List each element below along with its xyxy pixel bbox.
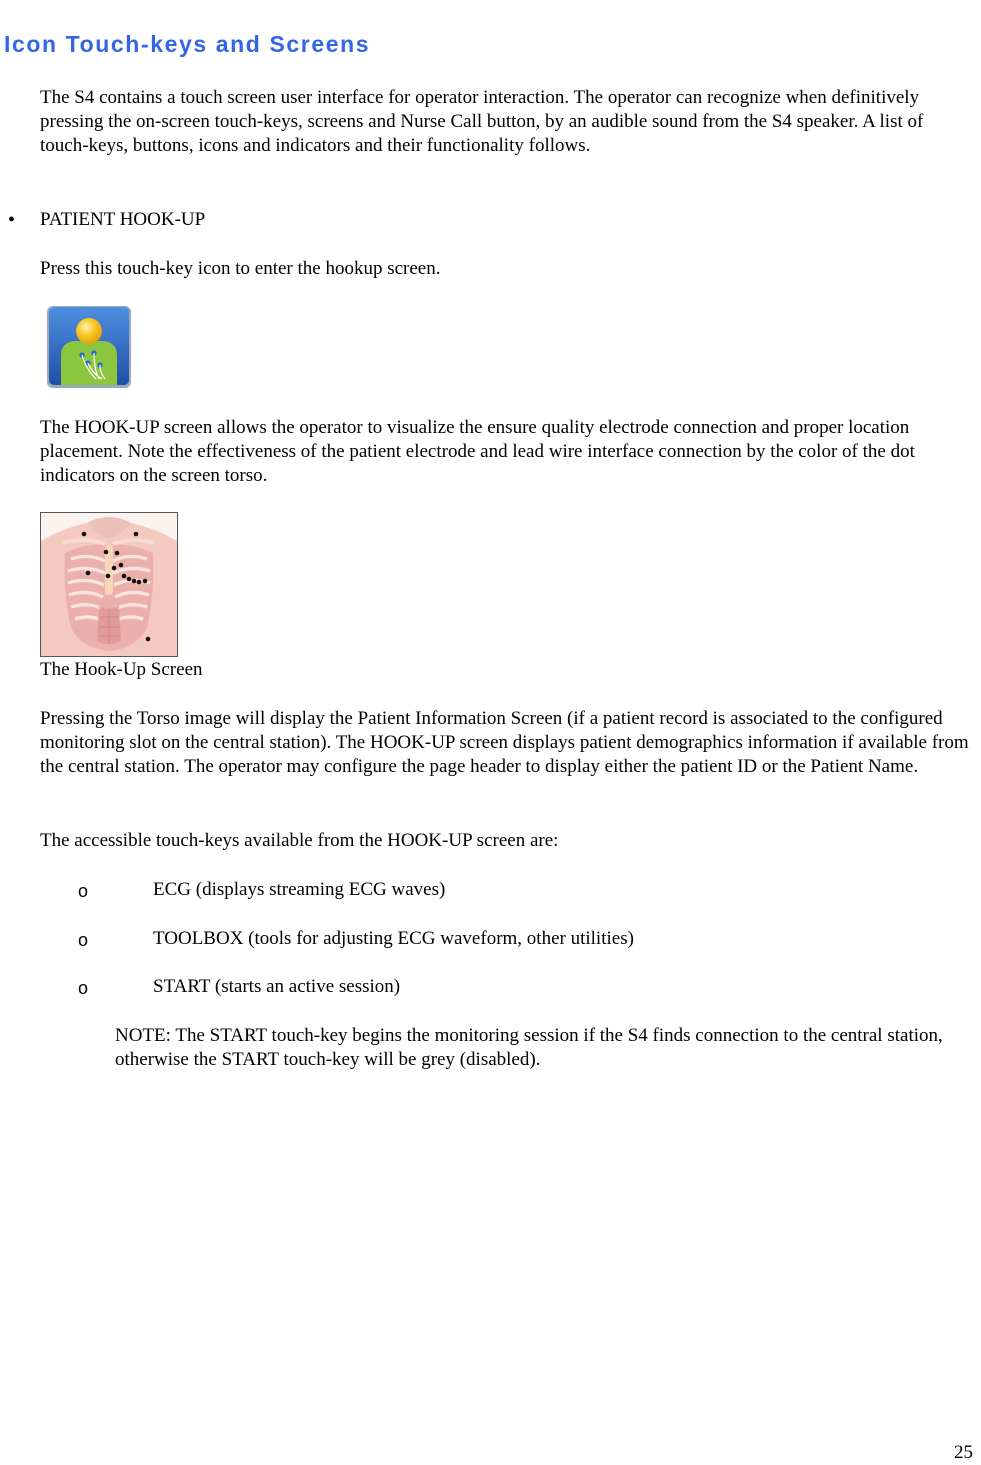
torso-image[interactable] — [40, 512, 178, 657]
list-item: TOOLBOX (tools for adjusting ECG waveform, other utilities) — [153, 928, 634, 949]
sub-bullet-symbol: o — [78, 881, 89, 901]
sub-bullet-symbol: o — [78, 978, 89, 998]
patient-hookup-icon[interactable] — [44, 303, 134, 391]
torso-paragraph: Pressing the Torso image will display the Patient Information Screen (if a patient record is associated to the configured monitoring slot on the central station). The HOOK-UP screen displays patient demographics information if available from the central station. The operator may configure the page header to display either the patient ID or the Patient Name. — [40, 708, 969, 777]
list-item: ECG (displays streaming ECG waves) — [153, 879, 446, 900]
intro-paragraph: The S4 contains a touch screen user interface for operator interaction. The operator can recognize when definitively pressing the on-screen touch-keys, screens and Nurse Call button, by an audible sound from the S4 speaker. A list of touch-keys, buttons, icons and indicators and their functionality follows. — [40, 87, 924, 156]
press-instruction: Press this touch-key icon to enter the hookup screen. — [40, 258, 441, 279]
list-item: START (starts an active session) — [153, 976, 401, 997]
page-number: 25 — [954, 1442, 973, 1463]
torso-caption: The Hook-Up Screen — [40, 659, 203, 680]
section-heading: Icon Touch-keys and Screens — [4, 31, 371, 57]
bullet-symbol: • — [8, 209, 16, 231]
bullet-title: PATIENT HOOK-UP — [40, 209, 206, 230]
sub-bullet-symbol: o — [78, 930, 89, 950]
accessible-intro: The accessible touch-keys available from the HOOK-UP screen are: — [40, 830, 559, 851]
hookup-description: The HOOK-UP screen allows the operator to visualize the ensure quality electrode connection and proper location placement. Note the effectiveness of the patient electrode and lead wire interface connection by the color of the dot indicators on the screen torso. — [40, 417, 915, 486]
note-paragraph: NOTE: The START touch-key begins the monitoring session if the S4 finds connection to the central station, otherwise the START touch-key will be grey (disabled). — [115, 1025, 943, 1070]
